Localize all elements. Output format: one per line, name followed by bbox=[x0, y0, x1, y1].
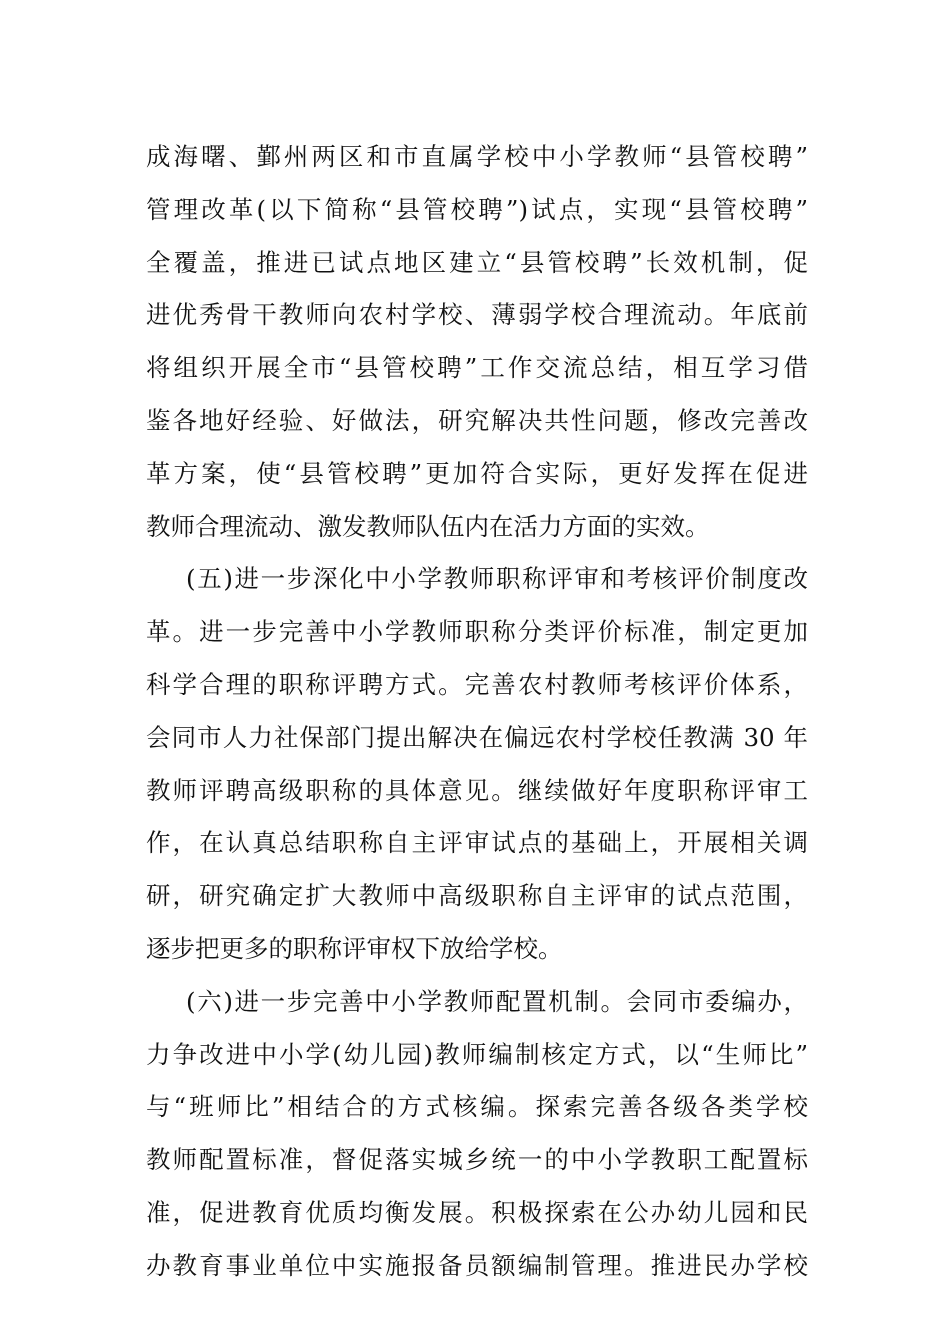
text-line: 革。进一步完善中小学教师职称分类评价标准，制定更加 bbox=[146, 617, 808, 647]
text-line: 办教育事业单位中实施报备员额编制管理。推进民办学校 bbox=[146, 1250, 808, 1280]
text-line: 逐步把更多的职称评审权下放给学校。 bbox=[146, 933, 563, 963]
text-line: 与“班师比”相结合的方式核编。探索完善各级各类学校 bbox=[146, 1092, 808, 1122]
text-line: 会同市人力社保部门提出解决在偏远农村学校任教满 30 年 bbox=[146, 722, 808, 752]
body-text bbox=[146, 131, 808, 1293]
paragraph-county-management bbox=[146, 131, 808, 553]
text-line: (六)进一步完善中小学教师配置机制。会同市委编办， bbox=[186, 986, 808, 1016]
text-line: 作，在认真总结职称自主评审试点的基础上，开展相关调 bbox=[146, 828, 808, 858]
text-line: 鉴各地好经验、好做法，研究解决共性问题，修改完善改 bbox=[146, 405, 808, 435]
text-line: 力争改进中小学(幼儿园)教师编制核定方式，以“生师比” bbox=[146, 1039, 808, 1069]
paragraph-teacher-allocation bbox=[146, 976, 808, 1293]
text-line: 教师合理流动、激发教师队伍内在活力方面的实效。 bbox=[146, 511, 710, 541]
text-line: 管理改革(以下简称“县管校聘”)试点，实现“县管校聘” bbox=[146, 194, 808, 224]
text-line: 科学合理的职称评聘方式。完善农村教师考核评价体系， bbox=[146, 669, 808, 699]
text-line: (五)进一步深化中小学教师职称评审和考核评价制度改 bbox=[186, 564, 808, 594]
text-line: 成海曙、鄞州两区和市直属学校中小学教师“县管校聘” bbox=[146, 142, 808, 171]
text-line: 准，促进教育优质均衡发展。积极探索在公办幼儿园和民 bbox=[146, 1197, 808, 1227]
text-line: 革方案，使“县管校聘”更加符合实际，更好发挥在促进 bbox=[146, 458, 808, 488]
paragraph-title-evaluation-reform bbox=[146, 553, 808, 975]
text-line: 进优秀骨干教师向农村学校、薄弱学校合理流动。年底前 bbox=[146, 300, 808, 330]
text-line: 将组织开展全市“县管校聘”工作交流总结，相互学习借 bbox=[146, 353, 808, 383]
text-line: 研，研究确定扩大教师中高级职称自主评审的试点范围， bbox=[146, 881, 808, 911]
text-line: 全覆盖，推进已试点地区建立“县管校聘”长效机制，促 bbox=[146, 247, 808, 277]
text-line: 教师评聘高级职称的具体意见。继续做好年度职称评审工 bbox=[146, 775, 808, 805]
text-line: 教师配置标准，督促落实城乡统一的中小学教职工配置标 bbox=[146, 1145, 808, 1175]
